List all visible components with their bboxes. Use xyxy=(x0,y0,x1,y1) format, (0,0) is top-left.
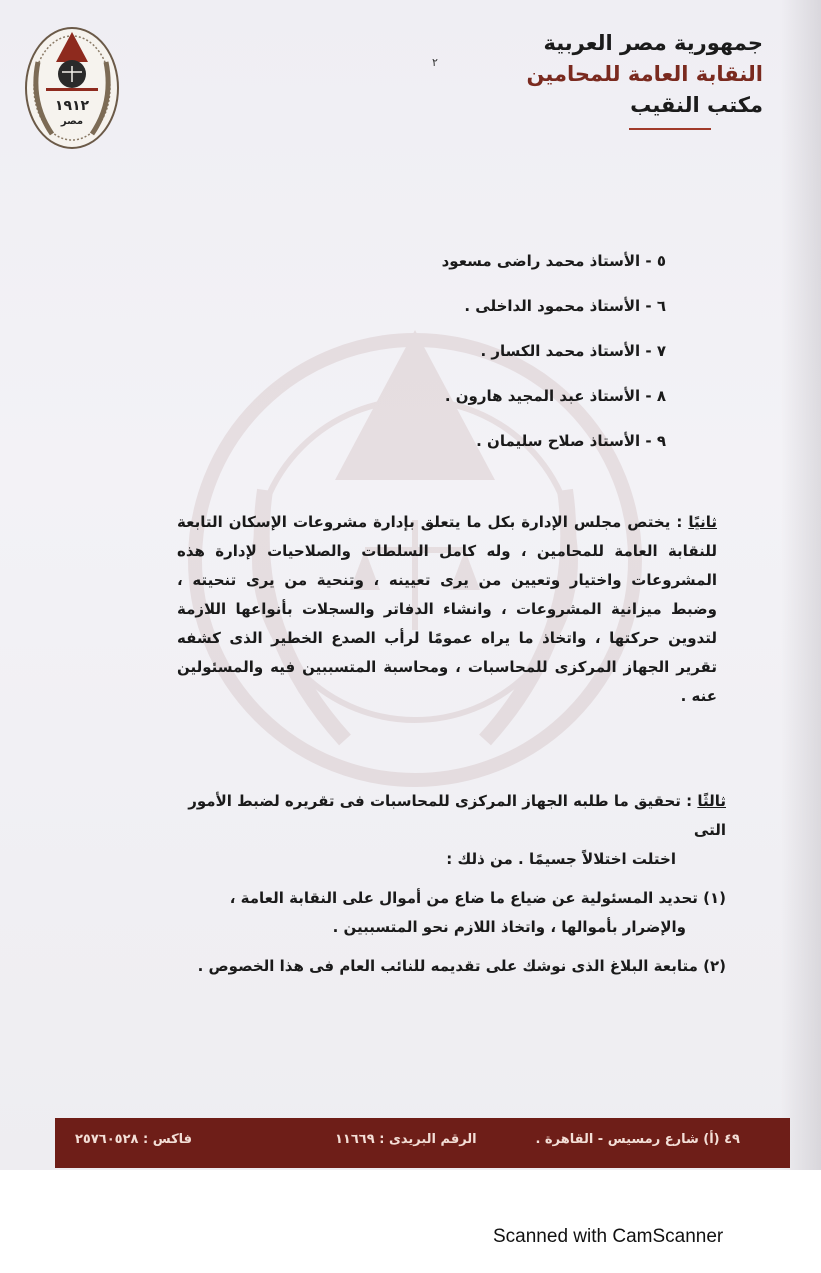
footer-address: ٤٩ (أ) شارع رمسيس - القاهرة . xyxy=(535,1132,740,1147)
footer-postal-code: الرقم البريدى : ١١٦٦٩ xyxy=(335,1132,477,1147)
letter-footer xyxy=(55,1118,790,1168)
section-third xyxy=(166,787,726,981)
item-line: والإضرار بأموالها ، واتخاذ اللازم نحو المتسببين . xyxy=(332,918,686,936)
syndicate-logo-icon xyxy=(22,22,122,154)
scanner-watermark: Scanned with CamScanner xyxy=(493,1226,724,1247)
letterhead-syndicate: النقابة العامة للمحامين xyxy=(526,62,763,86)
section-third-text-continued: اختلت اختلالاً جسيمًا . من ذلك : xyxy=(446,850,676,868)
item-line: (١) تحديد المسئولية عن ضياع ما ضاع من أموال على النقابة العامة ، xyxy=(229,889,726,907)
section-third-text: : تحقيق ما طلبه الجهاز المركزى للمحاسبات فى تقريره لضبط الأمور التى xyxy=(188,792,726,839)
logo-year: ١٩١٢ xyxy=(54,98,90,114)
letterhead-office: مكتب النقيب xyxy=(630,93,763,117)
section-third-heading: ثالثًا xyxy=(697,792,726,810)
letterhead-underline xyxy=(629,128,711,130)
section-second xyxy=(177,508,717,711)
letterhead xyxy=(503,28,763,120)
page-number: ٢ xyxy=(432,56,438,69)
section-second-heading: ثانيًا xyxy=(688,513,717,531)
names-list xyxy=(246,246,666,471)
footer-fax: فاكس : ٢٥٧٦٠٥٢٨ xyxy=(75,1132,193,1147)
item-line: (٢) متابعة البلاغ الذى نوشك على تقديمه للنائب العام فى هذا الخصوص . xyxy=(197,957,726,975)
list-item xyxy=(166,952,726,981)
list-item: ٨ - الأستاذ عبد المجيد هارون . xyxy=(444,387,666,405)
list-item: ٥ - الأستاذ محمد راضى مسعود xyxy=(441,252,666,270)
list-item: ٧ - الأستاذ محمد الكسار . xyxy=(480,342,666,360)
list-item xyxy=(166,884,726,942)
letterhead-country: جمهورية مصر العربية xyxy=(543,31,763,55)
list-item: ٦ - الأستاذ محمود الداخلى . xyxy=(464,297,666,315)
logo-city: مصر xyxy=(60,116,84,127)
page-edge-shadow xyxy=(781,0,821,1170)
section-second-text: : يختص مجلس الإدارة بكل ما يتعلق بإدارة مشروعات الإسكان التابعة للنقابة العامة للمحامين ، وله كامل السلطات والصلاحيات لإدارة هذه المشروعات واختيار وتعيين من يرى تعيينه ، وتنحية من يرى تنحيته ، وضبط ميزانية المشروعات ، وانشاء الدفاتر والسجلات بأنواعها اللازمة لتدوين حركتها ، واتخاذ ما يراه عمومًا لرأب الصدع الخطير الذى كشفه تقرير الجهاز المركزى للمحاسبات ، ومحاسبة المتسببين فيه والمسئولين عنه . xyxy=(177,513,717,705)
list-item: ٩ - الأستاذ صلاح سليمان . xyxy=(476,432,666,450)
